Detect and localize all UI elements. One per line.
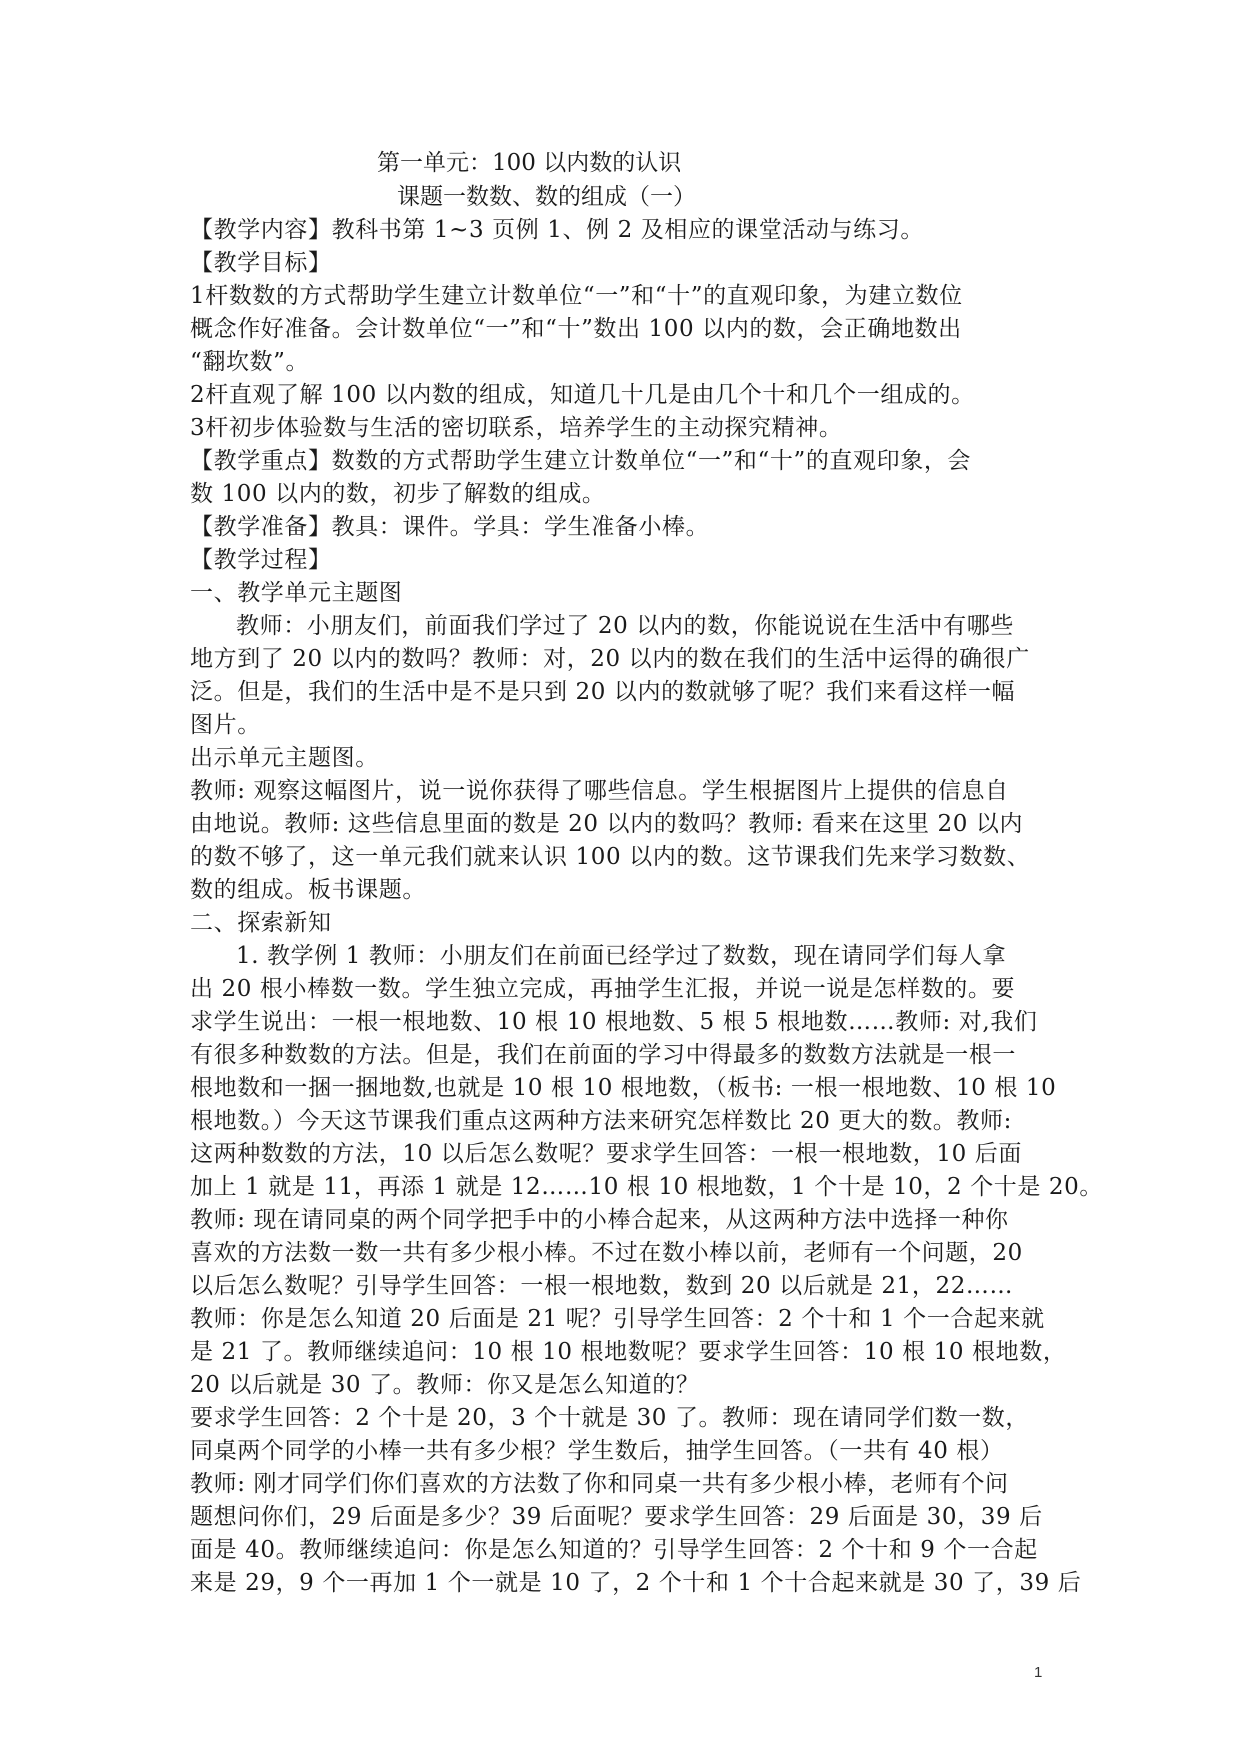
text-line: 【教学内容】教科书第 1~3 页例 1、例 2 及相应的课堂活动与练习。 — [190, 217, 924, 243]
text-line: 教师：你是怎么知道 20 后面是 21 呢？引导学生回答：2 个十和 1 个一合起来就 — [190, 1306, 1045, 1332]
text-line: 由地说。教师: 这些信息里面的数是 20 以内的数吗？教师: 看来在这里 20 以内 — [190, 811, 1024, 837]
text-line: 教师: 观察这幅图片，说一说你获得了哪些信息。学生根据图片上提供的信息自 — [190, 778, 1009, 804]
text-line: 【教学重点】数数的方式帮助学生建立计数单位“一”和“十”的直观印象，会 — [190, 448, 972, 474]
text-line: 20 以后就是 30 了。教师：你又是怎么知道的？ — [190, 1372, 700, 1398]
text-line: 要求学生回答：2 个十是 20，3 个十就是 30 了。教师：现在请同学们数一数， — [190, 1405, 1029, 1431]
text-line: 以后怎么数呢？引导学生回答：一根一根地数，数到 20 以后就是 21，22…… — [190, 1273, 1014, 1299]
text-line: 【教学过程】 — [190, 547, 332, 573]
text-line: 题想问你们，29 后面是多少？39 后面呢？要求学生回答：29 后面是 30，39 后 — [190, 1504, 1043, 1530]
text-line: 这两种数数的方法，10 以后怎么数呢？要求学生回答：一根一根地数，10 后面 — [190, 1141, 1022, 1167]
text-line: 地方到了 20 以内的数吗？教师：对，20 以内的数在我们的生活中运得的确很广 — [190, 646, 1030, 672]
text-line: 面是 40。教师继续追问：你是怎么知道的？引导学生回答：2 个十和 9 个一合起 — [190, 1537, 1038, 1563]
text-line: 根地数和一捆一捆地数,也就是 10 根 10 根地数，（板书: 一根一根地数、10 根 10 — [190, 1075, 1057, 1101]
text-line: 教师: 刚才同学们你们喜欢的方法数了你和同桌一共有多少根小棒，老师有个问 — [190, 1471, 1009, 1497]
text-line: 泛。但是，我们的生活中是不是只到 20 以内的数就够了呢？我们来看这样一幅 — [190, 679, 1016, 705]
text-line: 【教学目标】 — [190, 250, 332, 276]
text-line: 出示单元主题图。 — [190, 745, 379, 771]
unit-title: 第一单元：100 以内数的认识 — [377, 150, 682, 176]
document-body — [190, 214, 1103, 1600]
text-line: 的数不够了，这一单元我们就来认识 100 以内的数。这节课我们先来学习数数、 — [190, 844, 1031, 870]
text-line: 同桌两个同学的小棒一共有多少根？学生数后，抽学生回答。（一共有 40 根） — [190, 1438, 1004, 1464]
text-line: 二、探索新知 — [190, 910, 332, 936]
text-line: 【教学准备】教具：课件。学具：学生准备小棒。 — [190, 514, 710, 540]
text-line: 2杆直观了解 100 以内数的组成，知道几十几是由几个十和几个一组成的。 — [190, 382, 975, 408]
text-line: 来是 29，9 个一再加 1 个一就是 10 了，2 个十和 1 个十合起来就是 30 了，39 后 — [190, 1570, 1082, 1596]
text-line: 求学生说出：一根一根地数、10 根 10 根地数、5 根 5 根地数……教师: 对,我们 — [190, 1009, 1038, 1035]
text-line: 根地数。）今天这节课我们重点这两种方法来研究怎样数比 20 更大的数。教师: — [190, 1108, 1012, 1134]
lesson-title: 课题一数数、数的组成（一） — [397, 184, 696, 210]
text-line: 1杆数数的方式帮助学生建立计数单位“一”和“十”的直观印象，为建立数位 — [190, 283, 963, 309]
text-line: 图片。 — [190, 712, 261, 738]
text-line: “翻坎数”。 — [190, 349, 310, 375]
text-line: 是 21 了。教师继续追问：10 根 10 根地数呢？要求学生回答：10 根 10 根地数， — [190, 1339, 1067, 1365]
text-line: 1. 教学例 1 教师：小朋友们在前面已经学过了数数，现在请同学们每人拿 — [236, 943, 1007, 969]
text-line: 有很多种数数的方法。但是，我们在前面的学习中得最多的数数方法就是一根一 — [190, 1042, 1016, 1068]
text-line: 出 20 根小棒数一数。学生独立完成，再抽学生汇报，并说一说是怎样数的。要 — [190, 976, 1016, 1002]
text-line: 数的组成。板书课题。 — [190, 877, 426, 903]
text-line: 教师: 现在请同桌的两个同学把手中的小棒合起来，从这两种方法中选择一种你 — [190, 1207, 1009, 1233]
text-line: 加上 1 就是 11，再添 1 就是 12……10 根 10 根地数，1 个十是 10，2 个十是 20。 — [190, 1174, 1103, 1200]
text-line: 概念作好准备。会计数单位“一”和“十”数出 100 以内的数，会正确地数出 — [190, 316, 962, 342]
text-line: 喜欢的方法数一数一共有多少根小棒。不过在数小棒以前，老师有一个问题，20 — [190, 1240, 1023, 1266]
document-page — [190, 146, 1103, 1600]
text-line: 3杆初步体验数与生活的密切联系，培养学生的主动探究精神。 — [190, 415, 843, 441]
text-line: 一、教学单元主题图 — [190, 580, 403, 606]
page-number: 1 — [1034, 1664, 1043, 1681]
text-line: 数 100 以内的数，初步了解数的组成。 — [190, 481, 606, 507]
text-line: 教师：小朋友们，前面我们学过了 20 以内的数，你能说说在生活中有哪些 — [236, 613, 1014, 639]
